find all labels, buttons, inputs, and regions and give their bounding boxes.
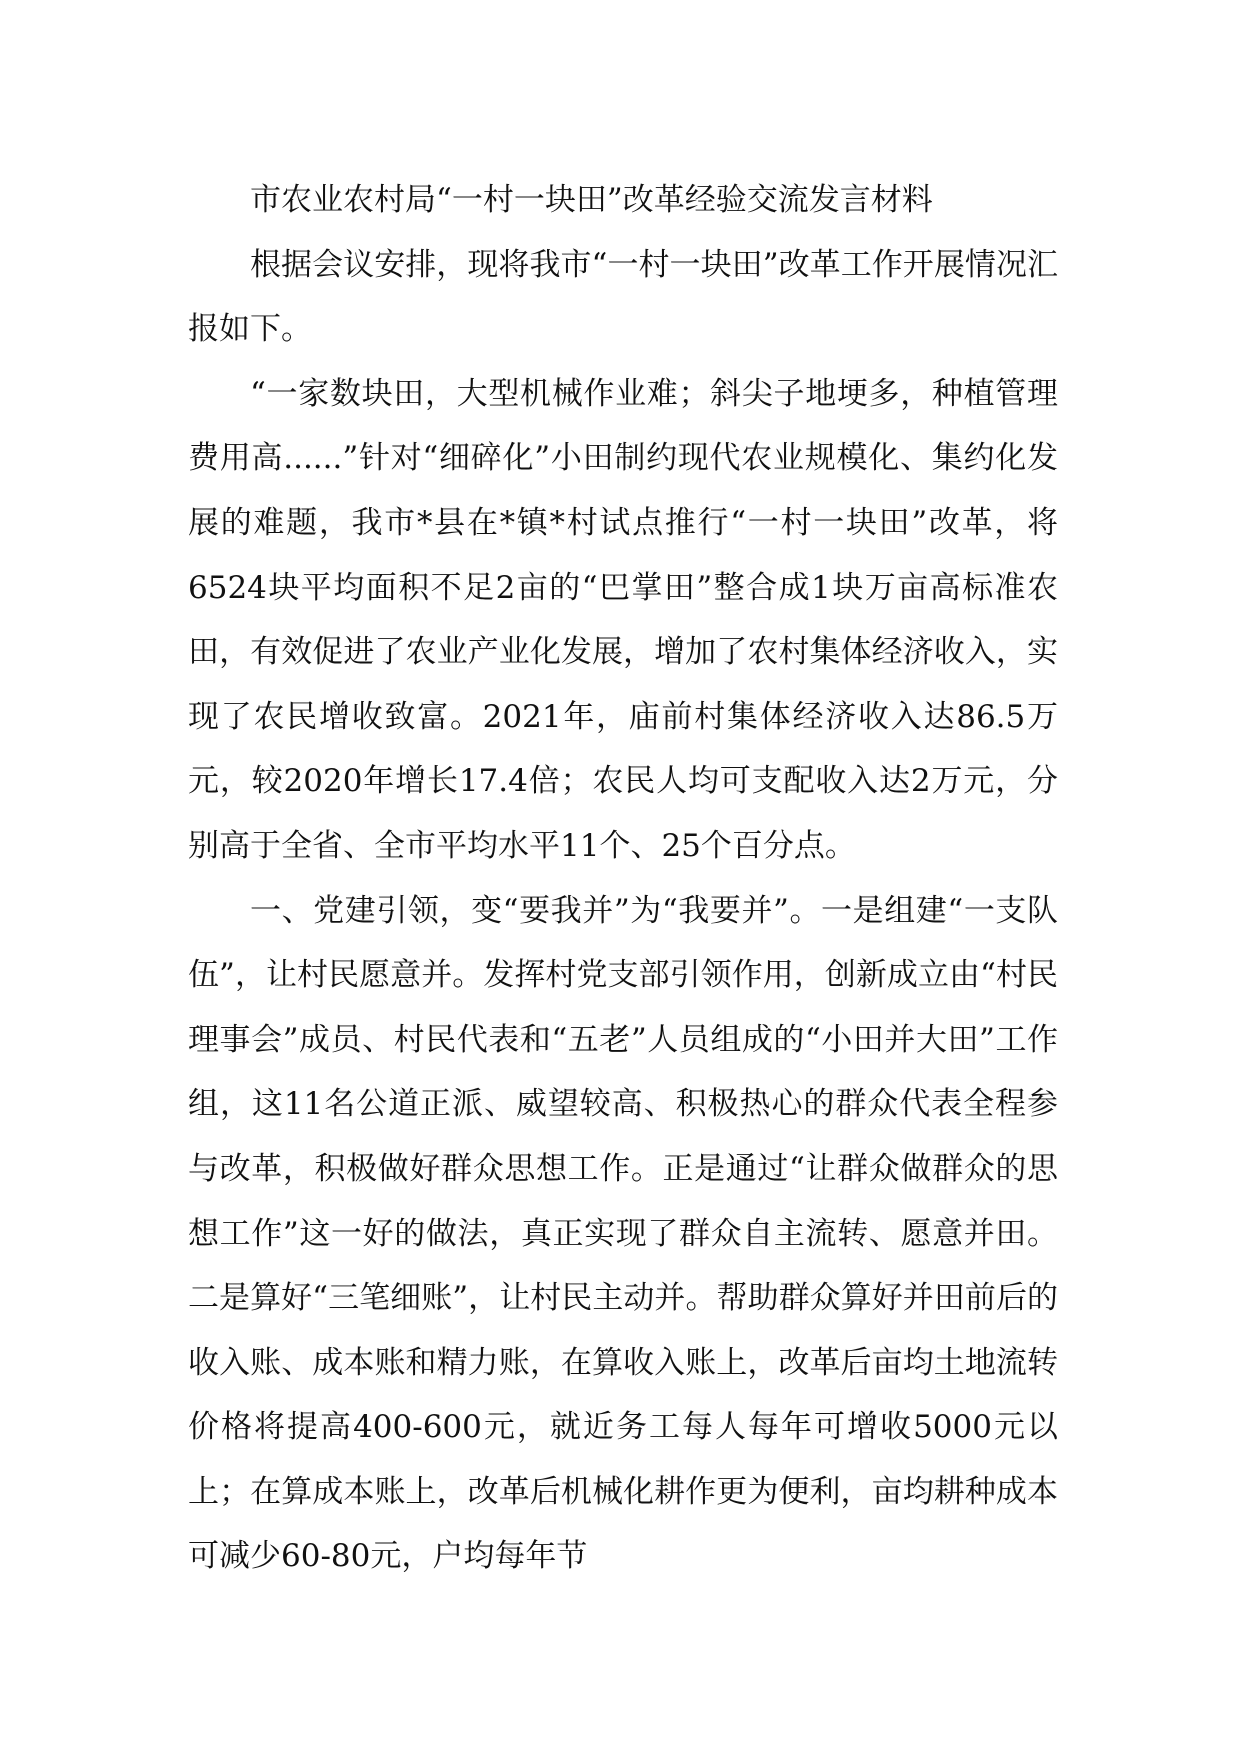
paragraph-background: “一家数块田，大型机械作业难；斜尖子地埂多，种植管理费用高......”针对“细碎化”小田制约现代农业规模化、集约化发展的难题，我市*县在*镇*村试点推行“一村一块田”改革，将6524块平均面积不足2亩的“巴掌田”整合成1块万亩高标准农田，有效促进了农业产业化发展，增加了农村集体经济收入，实现了农民增收致富。2021年，庙前村集体经济收入达86.5万元，较2020年增长17.4倍；农民人均可支配收入达2万元，分别高于全省、全市平均水平11个、25个百分点。	[188, 375, 1058, 864]
document-title: 市农业农村局“一村一块田”改革经验交流发言材料	[250, 182, 933, 218]
paragraph-intro: 根据会议安排，现将我市“一村一块田”改革工作开展情况汇报如下。	[188, 246, 1058, 348]
document-body	[188, 168, 1058, 1589]
paragraph-section-one: 一、党建引领，变“要我并”为“我要并”。一是组建“一支队伍”，让村民愿意并。发挥村党支部引领作用，创新成立由“村民理事会”成员、村民代表和“五老”人员组成的“小田并大田”工作组，这11名公道正派、威望较高、积极热心的群众代表全程参与改革，积极做好群众思想工作。正是通过“让群众做群众的思想工作”这一好的做法，真正实现了群众自主流转、愿意并田。二是算好“三笔细账”，让村民主动并。帮助群众算好并田前后的收入账、成本账和精力账，在算收入账上，改革后亩均土地流转价格将提高400-600元，就近务工每人每年可增收5000元以上；在算成本账上，改革后机械化耕作更为便利，亩均耕种成本可减少60-80元，户均每年节	[188, 892, 1058, 1575]
